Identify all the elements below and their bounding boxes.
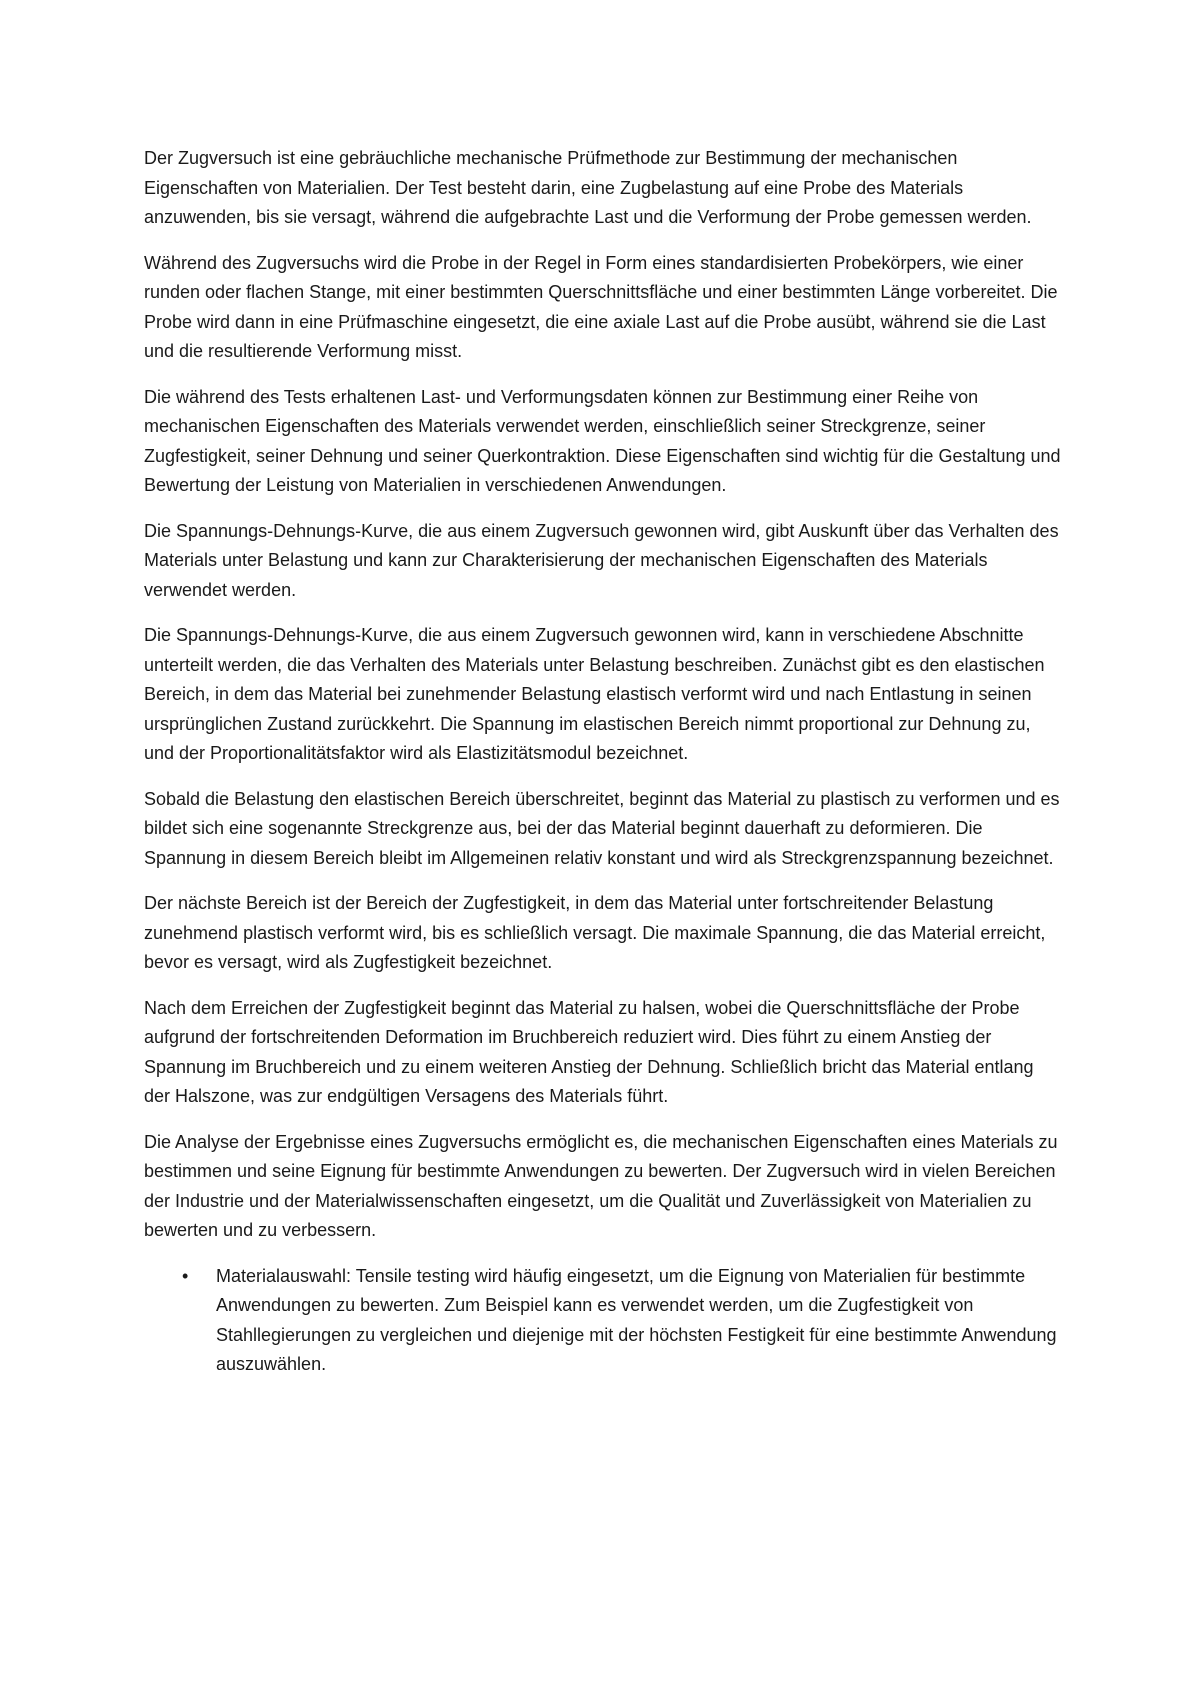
bullet-icon: • (182, 1265, 189, 1286)
list-item-text: Materialauswahl: Tensile testing wird häufig eingesetzt, um die Eignung von Materialien für bestimmte Anwendungen zu bewerten. Zum Beispiel kann es verwendet werden, um die Zugfestigkeit von Stahllegierungen zu vergleichen und diejenige mit der höchsten Festigkeit für eine bestimmte Anwendung auszuwählen. (216, 1265, 1057, 1374)
document-body (144, 144, 1064, 1380)
bullet-list (144, 1262, 1064, 1380)
list-item (144, 1262, 1064, 1380)
paragraph-analysis: Die Analyse der Ergebnisse eines Zugversuchs ermöglicht es, die mechanischen Eigenschaften eines Materials zu bestimmen und seine Eignung für bestimmte Anwendungen zu bewerten. Der Zugversuch wird in vielen Bereichen der Industrie und der Materialwissenschaften eingesetzt, um die Qualität und Zuverlässigkeit von Materialien zu bewerten und zu verbessern. (144, 1131, 1058, 1240)
paragraph-elastic-region: Die Spannungs-Dehnungs-Kurve, die aus einem Zugversuch gewonnen wird, kann in verschiedene Abschnitte unterteilt werden, die das Verhalten des Materials unter Belastung beschreiben. Zunächst gibt es den elastischen Bereich, in dem das Material bei zunehmender Belastung elastisch verformt wird und nach Entlastung in seinen ursprünglichen Zustand zurückkehrt. Die Spannung im elastischen Bereich nimmt proportional zur Dehnung zu, und der Proportionalitätsfaktor wird als Elastizitätsmodul bezeichnet. (144, 625, 1045, 763)
paragraph-tensile-strength: Der nächste Bereich ist der Bereich der Zugfestigkeit, in dem das Material unter fortschreitender Belastung zunehmend plastisch verformt wird, bis es schließlich versagt. Die maximale Spannung, die das Material erreicht, bevor es versagt, wird als Zugfestigkeit bezeichnet. (144, 893, 1046, 972)
paragraph-specimen: Während des Zugversuchs wird die Probe in der Regel in Form eines standardisierten Probekörpers, wie einer runden oder flachen Stange, mit einer bestimmten Querschnittsfläche und einer bestimmten Länge vorbereitet. Die Probe wird dann in eine Prüfmaschine eingesetzt, die eine axiale Last auf die Probe ausübt, während sie die Last und die resultierende Verformung misst. (144, 252, 1058, 361)
paragraph-stress-strain-curve: Die Spannungs-Dehnungs-Kurve, die aus einem Zugversuch gewonnen wird, gibt Auskunft über das Verhalten des Materials unter Belastung und kann zur Charakterisierung der mechanischen Eigenschaften des Materials verwendet werden. (144, 520, 1059, 600)
paragraph-yield-point: Sobald die Belastung den elastischen Bereich überschreitet, beginnt das Material zu plastisch zu verformen und es bildet sich eine sogenannte Streckgrenze aus, bei der das Material beginnt dauerhaft zu deformieren. Die Spannung in diesem Bereich bleibt im Allgemeinen relativ konstant und wird als Streckgrenzspannung bezeichnet. (144, 788, 1060, 868)
paragraph-properties: Die während des Tests erhaltenen Last- und Verformungsdaten können zur Bestimmung einer Reihe von mechanischen Eigenschaften des Materials verwendet werden, einschließlich seiner Streckgrenze, seiner Zugfestigkeit, seiner Dehnung und seiner Querkontraktion. Diese Eigenschaften sind wichtig für die Gestaltung und Bewertung der Leistung von Materialien in verschiedenen Anwendungen. (144, 386, 1061, 495)
paragraph-intro: Der Zugversuch ist eine gebräuchliche mechanische Prüfmethode zur Bestimmung der mechanischen Eigenschaften von Materialien. Der Test besteht darin, eine Zugbelastung auf eine Probe des Materials anzuwenden, bis sie versagt, während die aufgebrachte Last und die Verformung der Probe gemessen werden. (144, 148, 1032, 227)
paragraph-necking: Nach dem Erreichen der Zugfestigkeit beginnt das Material zu halsen, wobei die Querschnittsfläche der Probe aufgrund der fortschreitenden Deformation im Bruchbereich reduziert wird. Dies führt zu einem Anstieg der Spannung im Bruchbereich und zu einem weiteren Anstieg der Dehnung. Schließlich bricht das Material entlang der Halszone, was zur endgültigen Versagens des Materials führt. (144, 997, 1034, 1106)
